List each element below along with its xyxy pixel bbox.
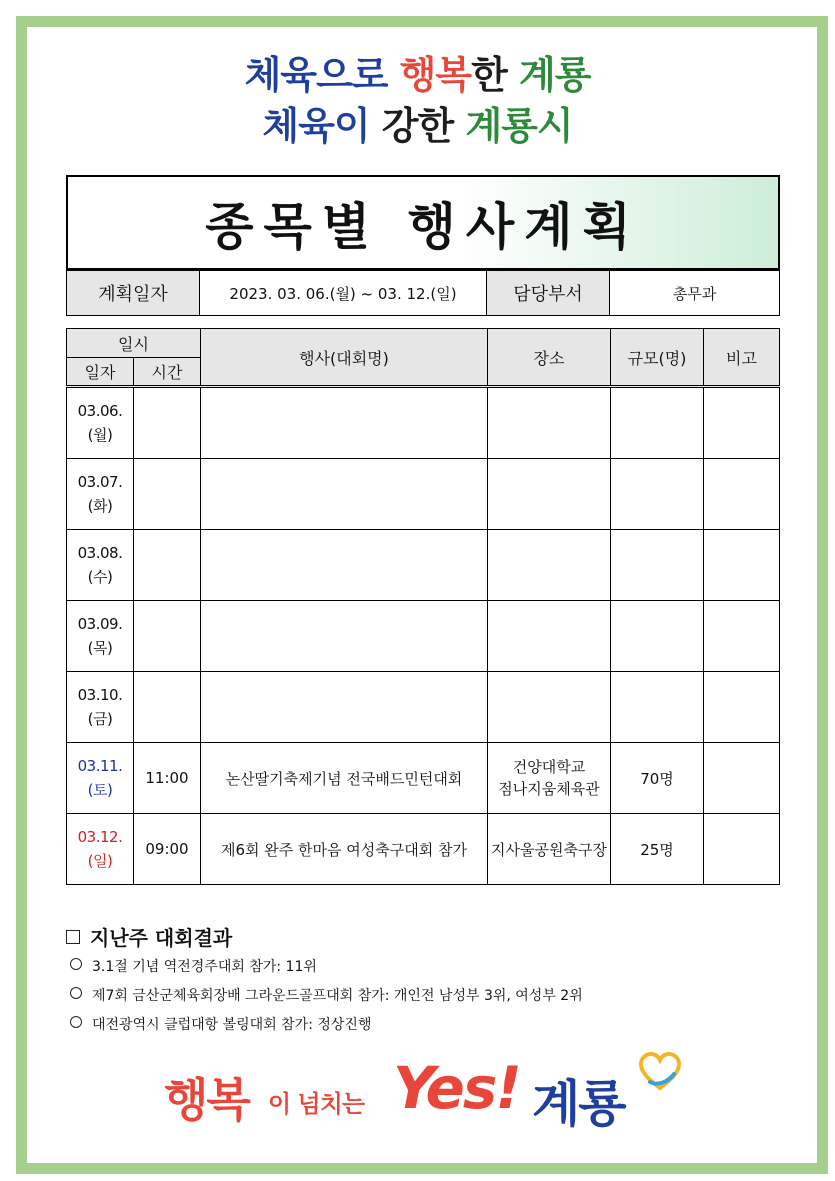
place-cell [488, 387, 611, 459]
date-cell [67, 459, 134, 530]
table-row [67, 672, 780, 743]
list-item [70, 985, 583, 1014]
table-row [67, 743, 780, 814]
event-schedule-table [66, 328, 780, 885]
place-line: 건양대학교 [512, 757, 586, 776]
list-item [70, 956, 583, 985]
logo-word: 계룡 [532, 1075, 625, 1133]
note-cell [704, 387, 780, 459]
time-cell: 11:00 [134, 743, 201, 814]
list-item [70, 1014, 583, 1043]
scale-cell [611, 672, 704, 743]
date-text: 03.06. [77, 402, 123, 420]
time-cell [134, 601, 201, 672]
slogan-word: 강한 [381, 104, 466, 148]
event-cell [201, 672, 488, 743]
note-cell [704, 530, 780, 601]
slogan-word: 으로 [315, 53, 400, 97]
place-header: 장소 [488, 329, 611, 387]
circle-bullet-icon [70, 987, 82, 999]
date-text: 03.08. [77, 544, 123, 562]
results-list [70, 956, 583, 1043]
slogan-line-2 [0, 95, 835, 150]
place-line: 점나지움체육관 [498, 780, 600, 798]
department-value: 총무과 [610, 271, 780, 316]
time-cell [134, 459, 201, 530]
place-cell [488, 530, 611, 601]
logo-word: Yes! [393, 1054, 520, 1122]
place-cell [488, 672, 611, 743]
note-cell [704, 814, 780, 885]
note-cell [704, 672, 780, 743]
logo-word: 행복 [164, 1073, 249, 1127]
day-text: (화) [87, 497, 113, 515]
plan-info-table [66, 270, 780, 316]
place-cell: 지사울공원축구장 [488, 814, 611, 885]
circle-bullet-icon [70, 958, 82, 970]
heart-icon [638, 1052, 682, 1092]
time-cell [134, 387, 201, 459]
date-cell-sunday [67, 814, 134, 885]
scale-cell: 25명 [611, 814, 704, 885]
date-text: 03.07. [77, 473, 123, 491]
event-cell: 제6회 완주 한마음 여성축구대회 참가 [201, 814, 488, 885]
slogan-word: 체육 [244, 53, 316, 97]
results-heading [66, 922, 232, 951]
slogan-word: 이 [333, 104, 382, 148]
slogan-line-1 [0, 44, 835, 99]
footer-city-logo [160, 1050, 680, 1140]
slogan-word: 한 [471, 53, 520, 97]
scale-header: 규모(명) [611, 329, 704, 387]
place-cell [488, 601, 611, 672]
note-cell [704, 601, 780, 672]
plan-date-value: 2023. 03. 06.(월) ~ 03. 12.(일) [200, 271, 487, 316]
slogan-word: 체육 [262, 104, 334, 148]
day-text: (목) [87, 639, 113, 657]
note-cell [704, 459, 780, 530]
day-text: (월) [87, 426, 113, 444]
date-cell [67, 672, 134, 743]
note-cell [704, 743, 780, 814]
event-cell [201, 387, 488, 459]
event-cell [201, 530, 488, 601]
place-cell [488, 459, 611, 530]
plan-date-label: 계획일자 [67, 271, 200, 316]
circle-bullet-icon [70, 1016, 82, 1028]
date-text: 03.11. [77, 757, 123, 775]
result-text: 3.1절 기념 역전경주대회 참가: 11위 [92, 959, 317, 975]
time-cell [134, 672, 201, 743]
day-text: (수) [87, 568, 113, 586]
scale-cell: 70명 [611, 743, 704, 814]
slogan-word: 행복 [399, 53, 472, 97]
department-label: 담당부서 [487, 271, 610, 316]
day-text: (토) [87, 781, 113, 799]
date-header: 일자 [67, 358, 134, 387]
datetime-header: 일시 [67, 329, 201, 358]
logo-word: 이 넘치는 [268, 1090, 365, 1118]
time-cell: 09:00 [134, 814, 201, 885]
note-header: 비고 [704, 329, 780, 387]
table-row [67, 459, 780, 530]
day-text: (금) [87, 710, 113, 728]
table-row [67, 387, 780, 459]
slogan-word: 계룡 [519, 53, 591, 97]
event-header: 행사(대회명) [201, 329, 488, 387]
table-row [67, 530, 780, 601]
date-cell [67, 387, 134, 459]
scale-cell [611, 387, 704, 459]
day-text: (일) [87, 852, 113, 870]
scale-cell [611, 601, 704, 672]
results-heading-text: 지난주 대회결과 [90, 926, 233, 950]
document-title: 종목별 행사계획 [66, 175, 780, 270]
table-row [67, 601, 780, 672]
event-cell: 논산딸기축제기념 전국배드민턴대회 [201, 743, 488, 814]
slogan-word: 계룡시 [465, 104, 573, 148]
date-cell-saturday [67, 743, 134, 814]
event-cell [201, 459, 488, 530]
time-cell [134, 530, 201, 601]
time-header: 시간 [134, 358, 201, 387]
date-text: 03.12. [77, 828, 123, 846]
scale-cell [611, 459, 704, 530]
table-row [67, 814, 780, 885]
date-text: 03.09. [77, 615, 123, 633]
result-text: 제7회 금산군체육회장배 그라운드골프대회 참가: 개인전 남성부 3위, 여성부 2위 [92, 988, 583, 1004]
result-text: 대전광역시 클럽대항 볼링대회 참가: 정상진행 [92, 1017, 372, 1033]
place-cell [488, 743, 611, 814]
date-cell [67, 601, 134, 672]
scale-cell [611, 530, 704, 601]
square-bullet-icon [66, 930, 80, 944]
date-cell [67, 530, 134, 601]
event-cell [201, 601, 488, 672]
date-text: 03.10. [77, 686, 123, 704]
